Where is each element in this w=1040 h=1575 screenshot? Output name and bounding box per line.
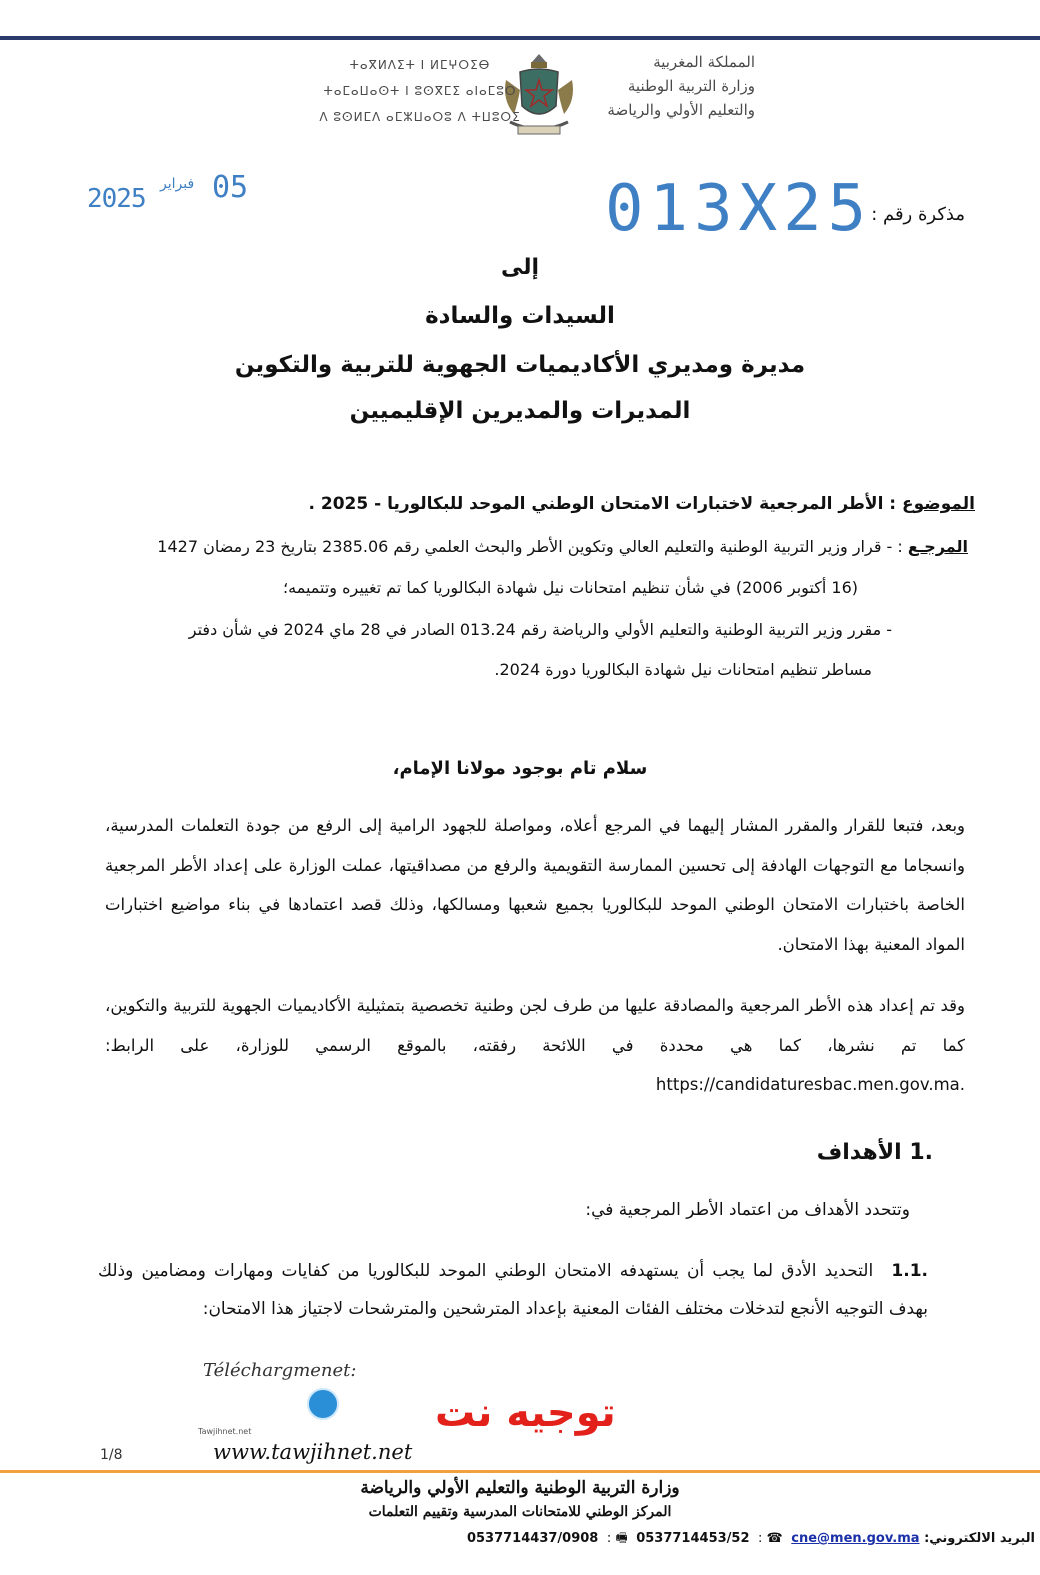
list-item (98, 1252, 928, 1328)
stamp-year: 2025 (87, 184, 146, 214)
addressee-line-2: مديرة ومديري الأكاديميات الجهوية للتربية والتكوين (234, 352, 806, 378)
list-item-number: .1.1 (891, 1261, 928, 1281)
reference-1-text: : - قرار وزير التربية الوطنية والتعليم العالي وتكوين الأطر والبحث العلمي رقم 2385.06 بتاريخ 23 رمضان 1427 (157, 537, 903, 556)
fax-icon: 🖷 : (606, 1531, 628, 1546)
official-site-link[interactable]: https://candidaturesbac.men.gov.ma. (655, 1075, 965, 1094)
watermark-label: Téléchargmenet: (203, 1360, 357, 1381)
kingdom-label-tifinagh: ⵜⴰⴳⵍⴷⵉⵜ ⵏ ⵍⵎⵖⵔⵉⴱ (349, 58, 491, 72)
ministry-label-tifinagh-2: ⴷ ⵓⵙⵍⵎⴷ ⴰⵎⵣⵡⴰⵔⵓ ⴷ ⵜⵡⵓⵔⵉ (319, 110, 521, 124)
greeting: سلام تام بوجود مولانا الإمام، (392, 758, 648, 779)
phone-icon: ☎ : (758, 1531, 783, 1546)
kingdom-label: المملكة المغربية (653, 53, 755, 71)
addressee-to: إلى (500, 255, 540, 280)
ministry-name-tifinagh (305, 52, 535, 130)
addressee-line-3: المديرات والمديرين الإقليميين (349, 398, 691, 424)
subject-label: الموضوع (902, 494, 975, 514)
stamp-month: فبراير (160, 176, 195, 192)
logo-text: توجيه نت (435, 1390, 616, 1436)
list-item-text: التحديد الأدق لما يجب أن يستهدفه الامتحان الوطني الموحد للبكالوريا من كفايات ومهارات ومضامين وذلك بهدف التوجيه الأنجع لتدخلات مختلف الفئات المعنية بإعداد المترشحين والمترشحات لاجتياز هذا الامتحان: (98, 1261, 928, 1319)
body-paragraph-2-text: وقد تم إعداد هذه الأطر المرجعية والمصادقة عليها من طرف لجن وطنية تخصصية بتمثيلية الأكاديميات الجهوية للتربية والتكوين، كما تم نشرها، كما هي محددة في اللائحة رفقته، بالموقع الرسمي للوزارة، على الرابط: (105, 996, 965, 1055)
date-stamp (82, 168, 262, 218)
subject-text: : الأطر المرجعية لاختبارات الامتحان الوطني الموحد للبكالوريا - 2025 . (308, 494, 897, 514)
reference-2: - مقرر وزير التربية الوطنية والتعليم الأولي والرياضة رقم 013.24 الصادر في 28 ماي 2024 في شأن دفتر (188, 620, 892, 639)
top-rule (0, 36, 1040, 40)
footer-contact (205, 1529, 1035, 1551)
memo-label: مذكرة رقم : (871, 204, 965, 225)
stamp-day: 05 (212, 170, 249, 205)
body-paragraph-1: وبعد، فتبعا للقرار والمقرر المشار إليهما في المرجع أعلاه، ومواصلة للجهود الرامية إلى الرفع من جودة التعلمات المدرسية، وانسجاما مع التوجهات الهادفة إلى تحسين الممارسة التقويمية والرفع من مصداقيتها، عملت الوزارة على إعداد الأطر المرجعية الخاصة باختبارات الامتحان الوطني الموحد للبكالوريا بجميع شعبها ومسالكها، وذلك قصد اعتمادها في بناء مواضيع اختبارات المواد المعنية بهذا الامتحان. (105, 816, 965, 954)
addressee-line-1: السيدات والسادة (425, 303, 615, 329)
ministry-name-arabic (555, 50, 755, 122)
email-link[interactable]: cne@men.gov.ma (791, 1531, 920, 1546)
ministry-label-1: وزارة التربية الوطنية (627, 77, 755, 95)
subject-line (75, 494, 975, 514)
fax-number: 0537714437/0908 (466, 1531, 599, 1546)
watermark-site[interactable]: www.tawjihnet.net (213, 1440, 413, 1464)
reference-2-continued: مساطر تنظيم امتحانات نيل شهادة البكالوريا دورة 2024. (494, 660, 872, 679)
body-paragraph-2 (105, 986, 965, 1105)
ministry-label-tifinagh-1: ⵜⴰⵎⴰⵡⴰⵙⵜ ⵏ ⵓⵙⴳⵎⵉ ⴰⵏⴰⵎⵓⵔ (323, 84, 517, 98)
watermark-small-site: Tawjihnet.net (198, 1427, 252, 1436)
page-number: 1/8 (100, 1447, 123, 1463)
reference-1 (88, 537, 968, 557)
section-intro: وتتحدد الأهداف من اعتماد الأطر المرجعية في: (585, 1200, 910, 1220)
ministry-label-2: والتعليم الأولي والرياضة (607, 101, 755, 119)
email-label: البريد الالكتروني: (924, 1531, 1035, 1546)
reference-label: المرجـع (907, 537, 968, 556)
footer-rule (0, 1470, 1040, 1473)
section-title-objectives: .1 الأهداف (816, 1140, 933, 1165)
footer-center: المركز الوطني للامتحانات المدرسية وتقييم التعلمات (368, 1504, 672, 1520)
reference-1-continued: (16 أكتوبر 2006) في شأن تنظيم امتحانات نيل شهادة البكالوريا كما تم تغييره وتتميمه؛ (283, 578, 858, 597)
memo-number-stamp: 013X25 (605, 172, 873, 246)
footer-ministry: وزارة التربية الوطنية والتعليم الأولي والرياضة (360, 1478, 680, 1498)
phone-number: 0537714453/52 (636, 1531, 750, 1546)
